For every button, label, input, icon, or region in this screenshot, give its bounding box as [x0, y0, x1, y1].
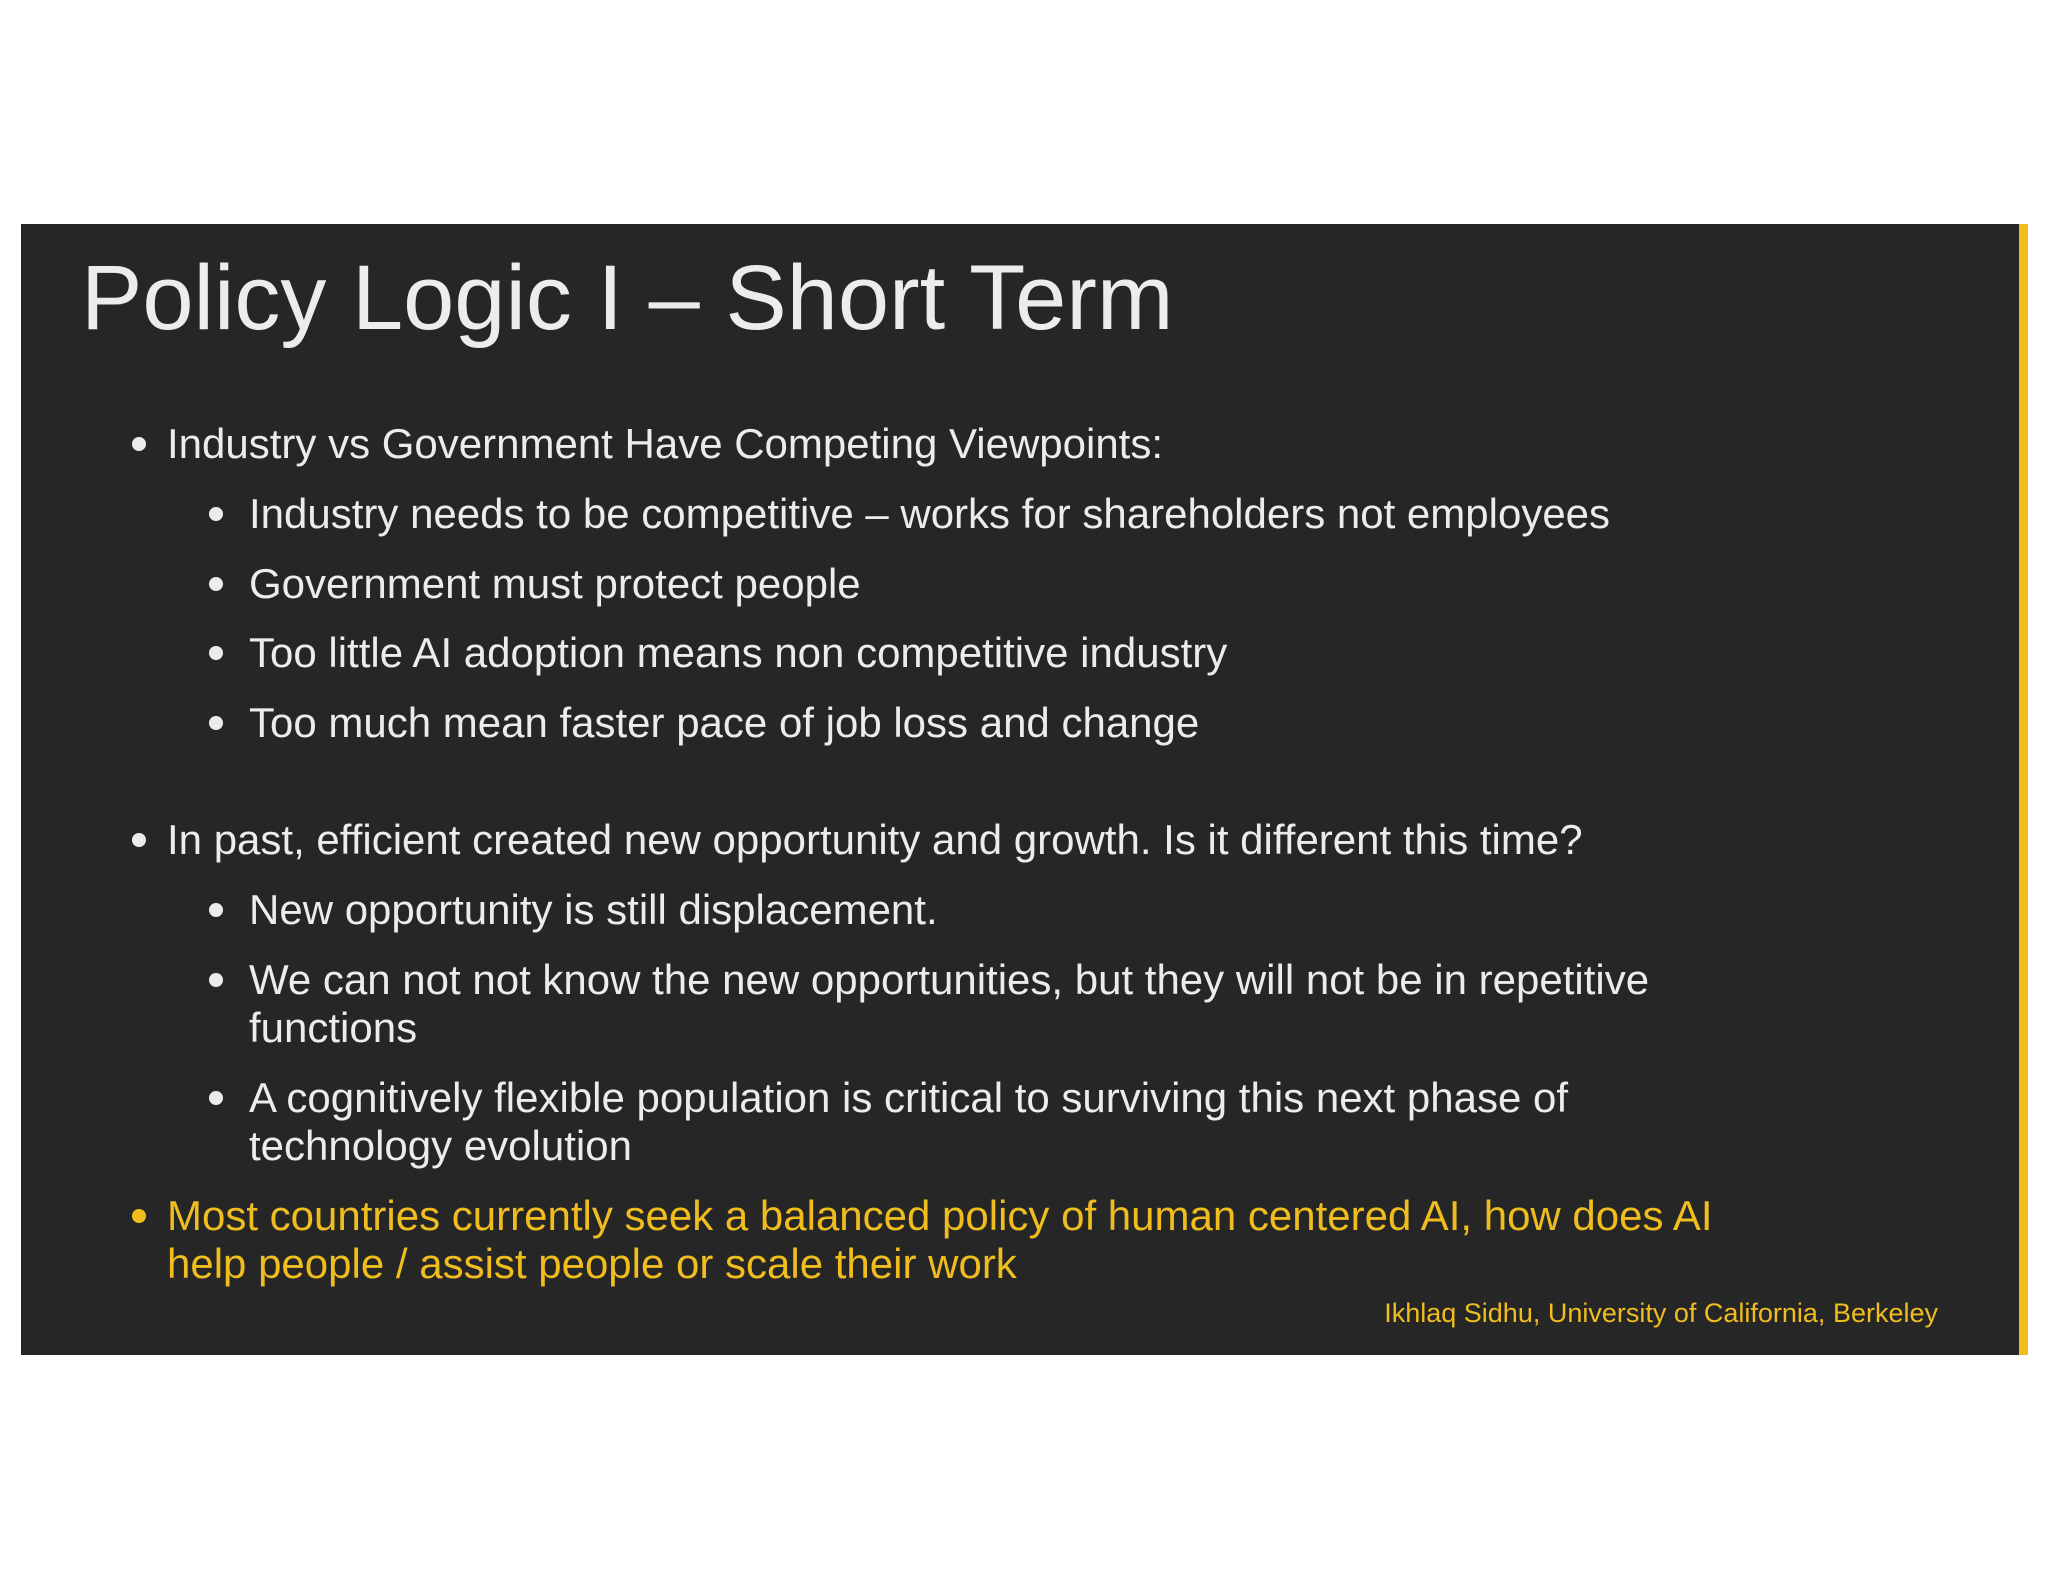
- bullet-text: Industry vs Government Have Competing Viewpoints:: [167, 420, 1164, 467]
- sub-bullet: [249, 1074, 1568, 1170]
- bullet-dot: [209, 646, 223, 660]
- bullet-dot: [209, 973, 223, 987]
- sub-bullet: [249, 956, 1649, 1052]
- sub-bullet: [249, 560, 861, 608]
- accent-bar: [2019, 224, 2028, 1355]
- sub-bullet-text: New opportunity is still displacement.: [249, 886, 938, 933]
- sub-bullet-text-line2: technology evolution: [249, 1122, 632, 1169]
- bullet-text-line1: Most countries currently seek a balanced policy of human centered AI, how does AI: [167, 1192, 1713, 1239]
- sub-bullet: [249, 490, 1610, 538]
- sub-bullet: [249, 629, 1227, 677]
- sub-bullet-text-line1: A cognitively flexible population is critical to surviving this next phase of: [249, 1074, 1569, 1121]
- sub-bullet: [249, 699, 1199, 747]
- bullet-dot: [209, 577, 223, 591]
- bullet-text: In past, efficient created new opportunity and growth. Is it different this time?: [167, 816, 1583, 863]
- sub-bullet-text-line1: We can not not know the new opportunities, but they will not be in repetitive: [249, 956, 1650, 1003]
- bullet-dot: [132, 437, 146, 451]
- slide: [21, 224, 2022, 1355]
- bullet-dot: [132, 1209, 146, 1223]
- bullet-dot: [209, 903, 223, 917]
- sub-bullet: [249, 886, 938, 934]
- sub-bullet-text: Too much mean faster pace of job loss and change: [249, 699, 1200, 746]
- sub-bullet-text-line2: functions: [249, 1004, 418, 1051]
- sub-bullet-text: Industry needs to be competitive – works for shareholders not employees: [249, 490, 1611, 537]
- bullet-dot: [209, 1091, 223, 1105]
- bullet-human-centered-ai: [167, 1192, 1713, 1288]
- bullet-dot: [209, 716, 223, 730]
- sub-bullet-text: Too little AI adoption means non competitive industry: [249, 629, 1228, 676]
- bullet-competing-viewpoints: [167, 420, 1163, 468]
- bullet-past-efficiency: [167, 816, 1583, 864]
- slide-title: Policy Logic I – Short Term: [81, 247, 1174, 349]
- bullet-dot: [209, 507, 223, 521]
- bullet-text-line2: help people / assist people or scale their work: [167, 1240, 1017, 1287]
- sub-bullet-text: Government must protect people: [249, 560, 861, 607]
- author-credit: Ikhlaq Sidhu, University of California, Berkeley: [1384, 1298, 1938, 1328]
- bullet-dot: [132, 833, 146, 847]
